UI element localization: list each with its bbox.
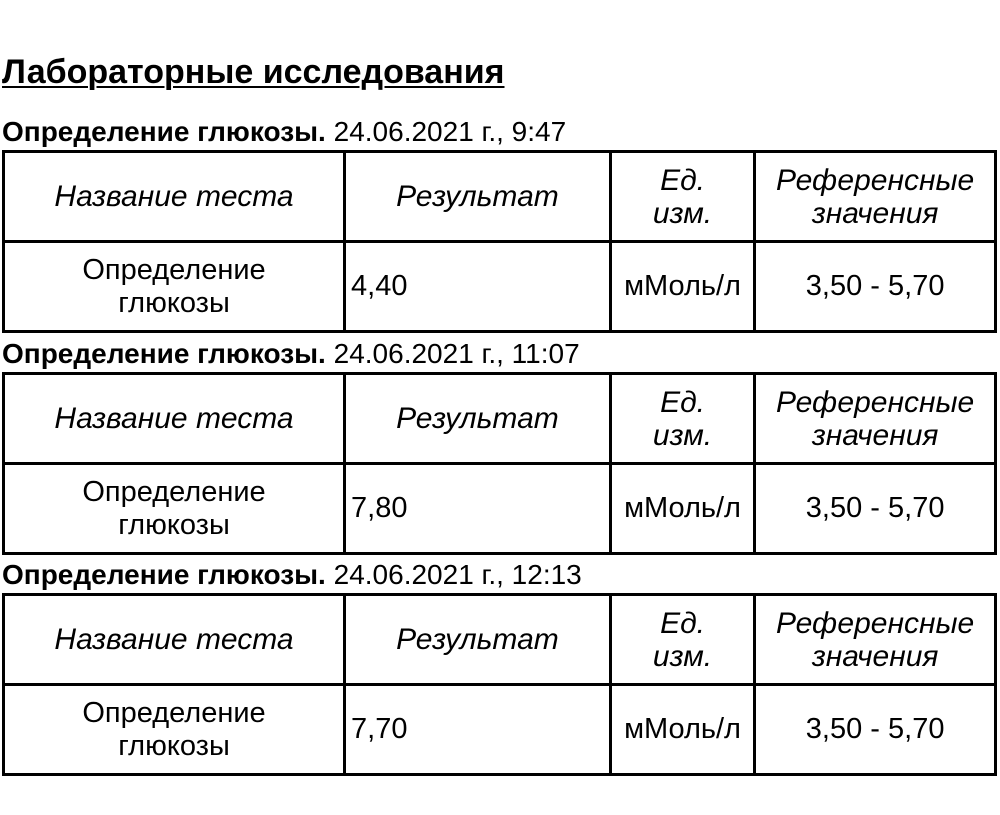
cell-reference-range: 3,50 - 5,70	[755, 242, 996, 332]
table-header-row	[4, 374, 996, 464]
column-header-unit: Ед. изм.	[610, 374, 754, 464]
lab-section	[2, 336, 997, 555]
page-title: Лабораторные исследования	[2, 53, 505, 91]
table-header-row	[4, 595, 996, 685]
lab-section	[2, 557, 997, 776]
column-header-reference: Референсные значения	[755, 374, 996, 464]
cell-result: 7,70	[345, 685, 611, 775]
section-datetime: 24.06.2021 г., 11:07	[325, 338, 580, 369]
column-header-test-name: Название теста	[4, 152, 345, 242]
results-table	[2, 372, 997, 555]
cell-unit: мМоль/л	[610, 685, 754, 775]
column-header-reference: Референсные значения	[755, 595, 996, 685]
cell-result: 4,40	[345, 242, 611, 332]
cell-test-name: Определение глюкозы	[4, 685, 345, 775]
section-datetime: 24.06.2021 г., 12:13	[325, 559, 582, 590]
column-header-result: Результат	[345, 374, 611, 464]
section-heading	[2, 114, 997, 150]
lab-section	[2, 114, 997, 333]
section-test-name: Определение глюкозы.	[2, 116, 326, 147]
cell-test-name: Определение глюкозы	[4, 464, 345, 554]
cell-result: 7,80	[345, 464, 611, 554]
column-header-test-name: Название теста	[4, 595, 345, 685]
column-header-reference: Референсные значения	[755, 152, 996, 242]
section-datetime: 24.06.2021 г., 9:47	[325, 116, 567, 147]
table-row	[4, 464, 996, 554]
results-table	[2, 150, 997, 333]
section-heading	[2, 336, 997, 372]
cell-reference-range: 3,50 - 5,70	[755, 685, 996, 775]
table-row	[4, 242, 996, 332]
column-header-unit: Ед. изм.	[610, 152, 754, 242]
section-test-name: Определение глюкозы.	[2, 559, 326, 590]
results-table	[2, 593, 997, 776]
table-header-row	[4, 152, 996, 242]
column-header-result: Результат	[345, 595, 611, 685]
cell-test-name: Определение глюкозы	[4, 242, 345, 332]
column-header-unit: Ед. изм.	[610, 595, 754, 685]
section-test-name: Определение глюкозы.	[2, 338, 326, 369]
column-header-test-name: Название теста	[4, 374, 345, 464]
cell-unit: мМоль/л	[610, 242, 754, 332]
column-header-result: Результат	[345, 152, 611, 242]
cell-reference-range: 3,50 - 5,70	[755, 464, 996, 554]
table-row	[4, 685, 996, 775]
cell-unit: мМоль/л	[610, 464, 754, 554]
section-heading	[2, 557, 997, 593]
